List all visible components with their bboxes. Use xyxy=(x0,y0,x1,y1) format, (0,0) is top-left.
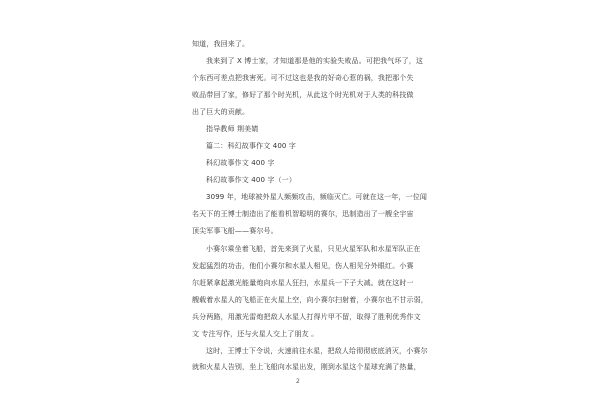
text-line: 就和火星人告别，坐上飞船向水星出发，刚到水星这个星球充满了热量， xyxy=(192,363,421,371)
text-line: 兵分两路，用激光雷炮把敌人水星人打得片甲不留，取得了胜利优秀作文 xyxy=(192,313,421,321)
text-line: 败品带回了家，修好了那个时光机，从此这个时光机对于人类的科技做 xyxy=(192,91,414,99)
text-line: 知道，我回来了。 xyxy=(192,40,250,48)
text-line: 艘载着水星人的飞船正在火星上空，向小赛尔扫射着，小赛尔也不甘示弱， xyxy=(192,296,428,304)
text-line: 出了巨大的贡献。 xyxy=(192,108,250,116)
text-line: 这时，王博士下令说，火速前往水星，把敌人给彻彻底底消灭，小赛尔 xyxy=(206,347,428,355)
text-line: 我来到了 X 博士家，才知道那是他的实验失败品。可把我气坏了，这 xyxy=(206,57,424,65)
text-line: 小赛尔乘坐着飞船，首先来到了火星，只见火星军队和水星军队正在 xyxy=(206,245,421,253)
article-subtitle: 科幻故事作文 400 字（一） xyxy=(206,176,297,184)
advisor-line: 指导教师 荆美婧 xyxy=(206,125,259,133)
text-line: 个东西可差点把我害死。可不过这也是我的好奇心惹的祸，我把那个失 xyxy=(192,74,414,82)
text-line: 顶尖军事飞船——赛尔号。 xyxy=(192,227,278,235)
page-number: 2 xyxy=(296,378,300,385)
text-line: 文 专注写作，还与火星人交上了朋友 。 xyxy=(192,330,319,338)
article-title: 科幻故事作文 400 字 xyxy=(206,159,275,167)
text-line: 名天下的王博士制造出了能看机智聪明的赛尔，迅制造出了一艘全宇宙 xyxy=(192,210,414,218)
text-line: 尔赶紧拿起激光能量炮向水星人狂扫，水星兵一下子大减。就在这时一 xyxy=(192,279,414,287)
text-line: 发起猛烈的功击，他们小赛尔和水星人相见，伤人相见分外眼红。小赛 xyxy=(192,262,414,270)
section-heading: 篇二：科幻故事作文 400 字 xyxy=(206,142,297,150)
text-line: 3099 年，地球被外星人频频攻击，频临灭亡。可就在这一年，一位闻 xyxy=(206,193,427,201)
